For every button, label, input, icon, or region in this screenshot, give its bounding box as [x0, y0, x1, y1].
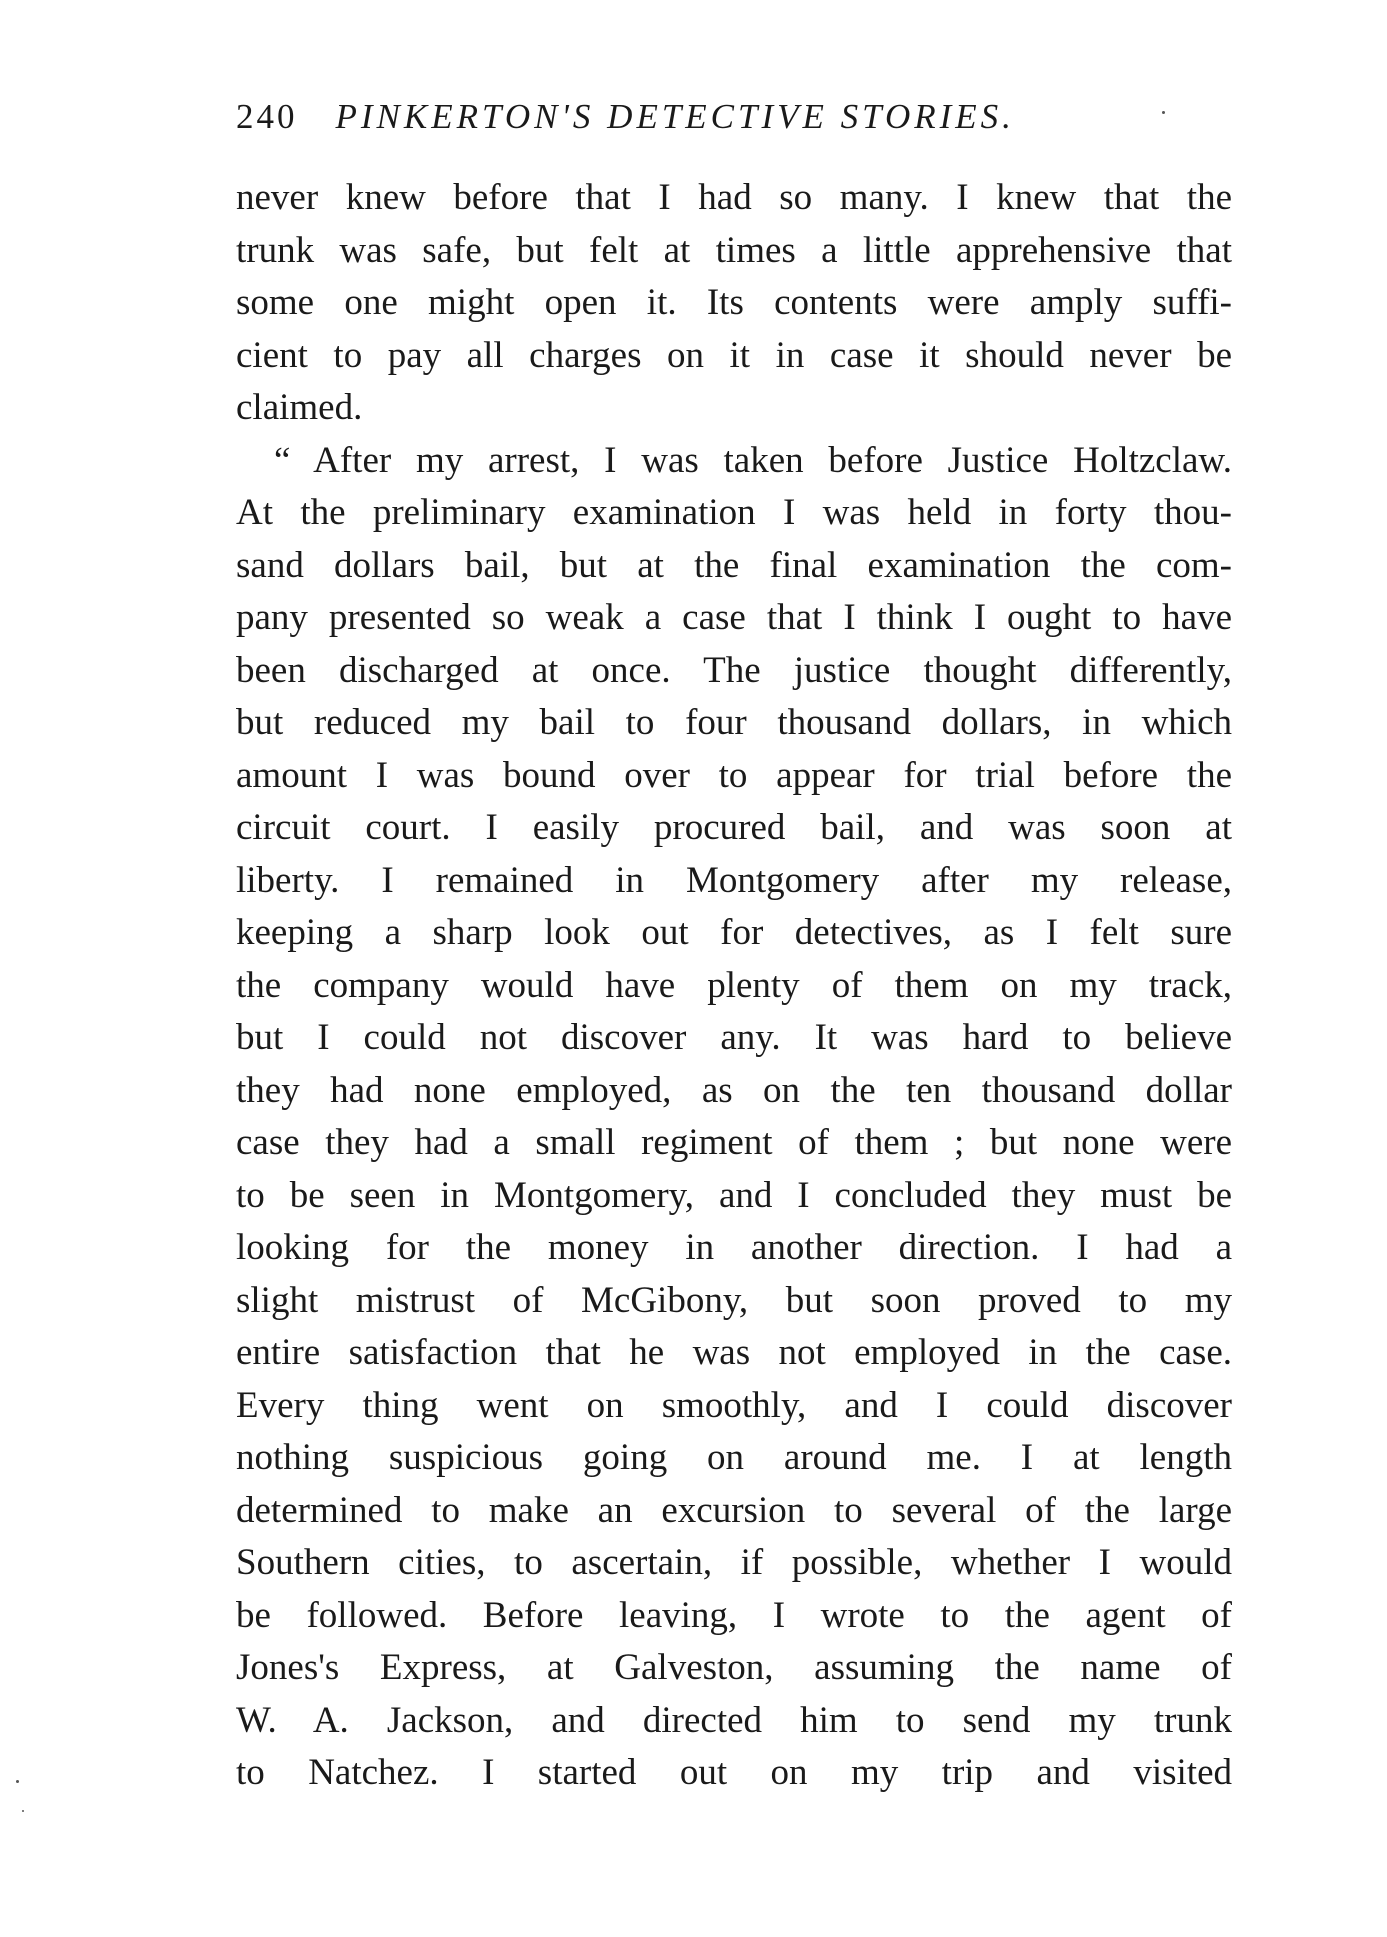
paper-speck [1162, 111, 1165, 114]
text-line: Jones's Express, at Galveston, assuming the name of [236, 1647, 1232, 1688]
paper-speck [16, 1780, 19, 1783]
paper-speck [22, 1810, 24, 1812]
text-line: never knew before that I had so many. I knew that the [236, 177, 1232, 218]
running-title: PINKERTON'S DETECTIVE STORIES. [335, 97, 1015, 136]
text-line: Southern cities, to ascertain, if possible, whether I would [236, 1542, 1232, 1583]
text-line: entire satisfaction that he was not employed in the case. [236, 1332, 1232, 1373]
text-line: circuit court. I easily procured bail, and was soon at [236, 807, 1232, 848]
text-line: looking for the money in another direction. I had a [236, 1227, 1232, 1268]
text-line: Every thing went on smoothly, and I could discover [236, 1384, 1232, 1426]
text-line: cient to pay all charges on it in case it should never be [236, 334, 1232, 376]
body-text [236, 172, 1232, 1800]
text-line: sand dollars bail, but at the final examination the com- [236, 544, 1232, 586]
text-line: but I could not discover any. It was hard to believe [236, 1017, 1232, 1058]
text-line: pany presented so weak a case that I think I ought to have [236, 597, 1232, 638]
text-line: some one might open it. Its contents were amply suffi- [236, 282, 1232, 323]
text-line: case they had a small regiment of them ; but none were [236, 1122, 1232, 1163]
text-line: claimed. [236, 387, 363, 428]
text-line: the company would have plenty of them on my track, [236, 964, 1232, 1006]
paragraph-start-line: “ After my arrest, I was taken before Justice Holtzclaw. [274, 439, 1232, 481]
text-line: nothing suspicious going on around me. I at length [236, 1437, 1232, 1478]
running-head [236, 97, 1156, 137]
text-line: determined to make an excursion to several of the large [236, 1489, 1232, 1531]
text-line: At the preliminary examination I was held in forty thou- [236, 492, 1232, 533]
text-line: to be seen in Montgomery, and I concluded they must be [236, 1174, 1232, 1216]
text-line: been discharged at once. The justice thought differently, [236, 649, 1232, 691]
text-line: slight mistrust of McGibony, but soon proved to my [236, 1279, 1232, 1321]
text-line: but reduced my bail to four thousand dollars, in which [236, 702, 1232, 743]
page-number: 240 [236, 97, 298, 136]
text-line: be followed. Before leaving, I wrote to the agent of [236, 1594, 1232, 1636]
text-line: they had none employed, as on the ten thousand dollar [236, 1069, 1232, 1111]
text-line: liberty. I remained in Montgomery after my release, [236, 859, 1232, 901]
text-line: amount I was bound over to appear for trial before the [236, 754, 1232, 796]
text-line: keeping a sharp look out for detectives, as I felt sure [236, 912, 1232, 953]
text-line: W. A. Jackson, and directed him to send my trunk [236, 1699, 1232, 1741]
text-line: to Natchez. I started out on my trip and visited [236, 1752, 1232, 1793]
text-line: trunk was safe, but felt at times a little apprehensive that [236, 229, 1232, 271]
